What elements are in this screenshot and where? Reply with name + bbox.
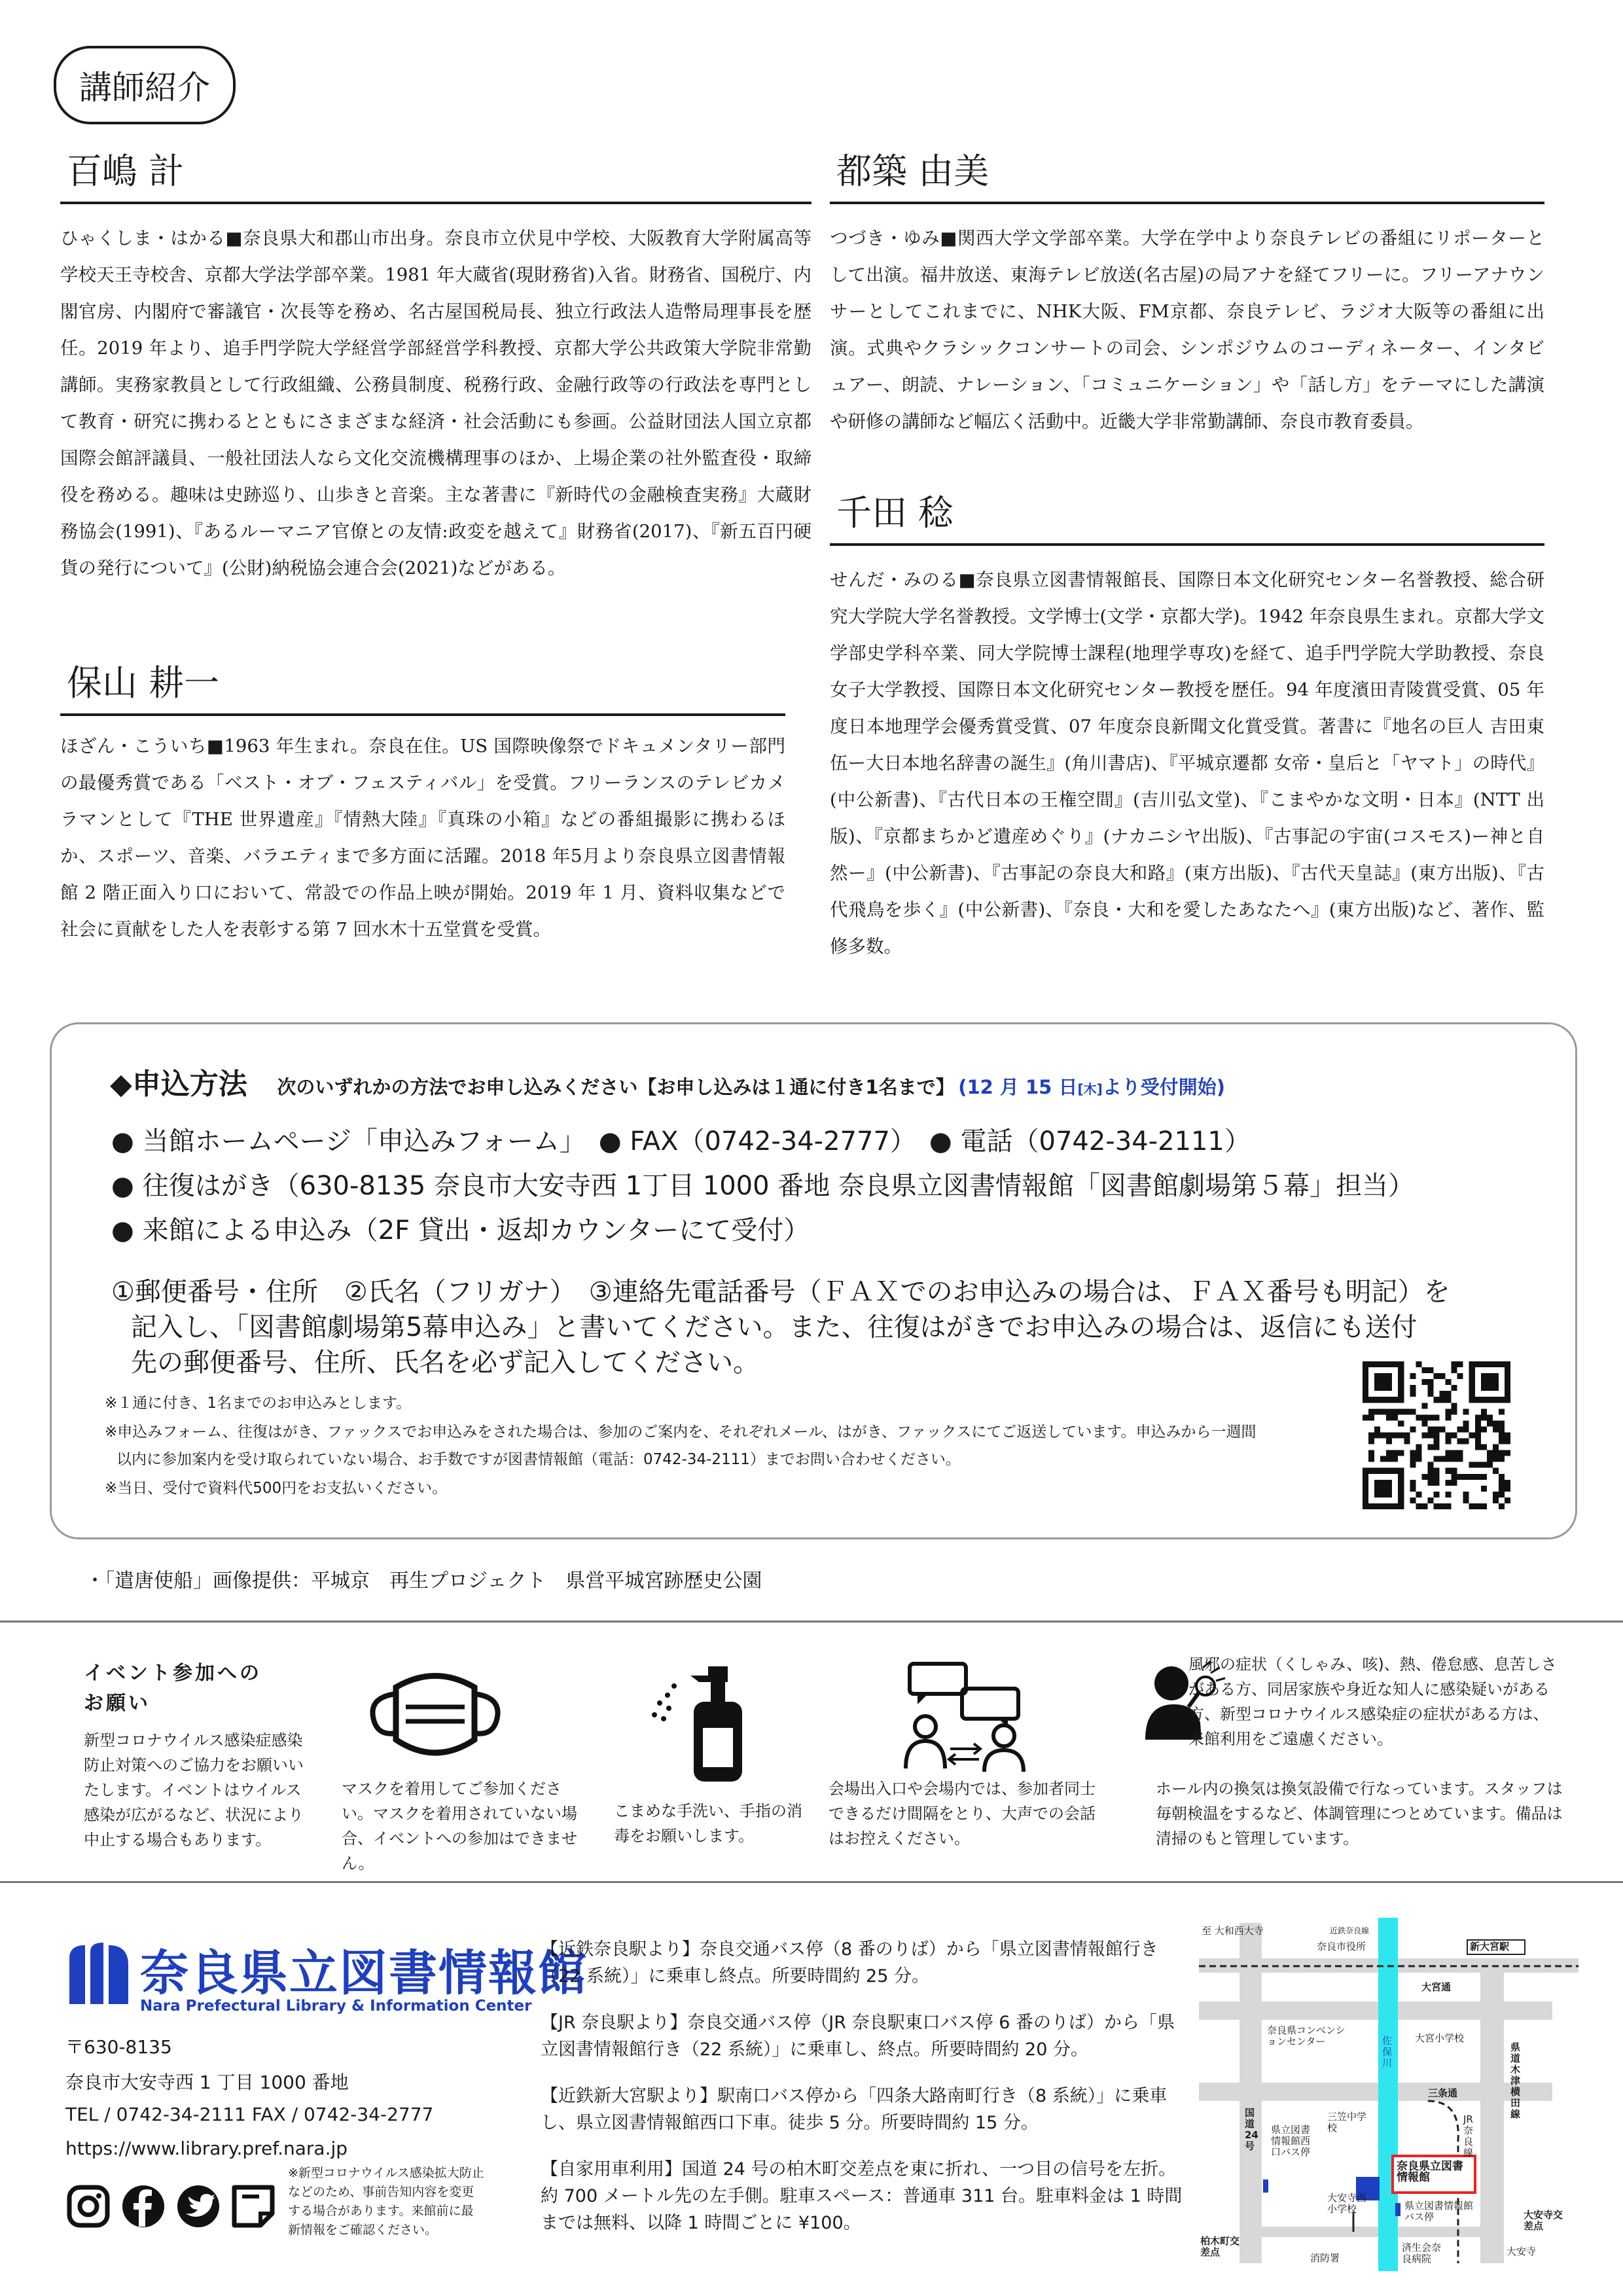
lecturer-name: 千田 稔 [830, 484, 1544, 546]
request-mask: マスクを着用してご参加ください。マスクを着用されていない場合、イベントへの参加はできません。 [342, 1780, 577, 1873]
library-name-ja: 奈良県立図書情報館 [140, 1945, 588, 2001]
event-requests-title-line-2: お願い [84, 1692, 151, 1715]
map-label-bus-stop-west: 県立図書情報館西口バス停 [1271, 2124, 1311, 2158]
map-label-library: 奈良県立図書情報館 [1397, 2160, 1463, 2184]
apply-note-2: ※申込みフォーム、往復はがき、ファックスでお申込みをされた場合は、参加のご案内を、それぞれメール、はがき、ファックスにてご返送しています。申込みから一週間 [105, 1424, 1257, 1441]
map-label-to-yamato: 至 大和西大寺 [1202, 1925, 1264, 1937]
map-label-sajo: 三条通 [1428, 2087, 1458, 2099]
section-title: 講師紹介 [54, 46, 236, 124]
map-label-convention: 奈良県コンベンションセンター [1267, 2024, 1346, 2047]
map-label-kashiwagi: 柏木町交差点 [1200, 2235, 1240, 2258]
apply-fields-line-1: ①郵便番号・住所 ②氏名（フリガナ） ③連絡先電話番号（ＦＡＸでのお申込みの場合は、ＦＡＸ番号も明記）を [111, 1277, 1450, 1307]
map-label-saho: 佐保川 [1382, 2035, 1393, 2069]
event-requests-title-line-1: イベント参加への [84, 1662, 262, 1685]
twitter-icon[interactable] [175, 2183, 221, 2229]
map-label-shin-omiya: 新大宮駅 [1470, 1941, 1510, 1952]
apply-note-1: ※１通に付き、1名までのお申込みとします。 [105, 1395, 412, 1412]
lecturer-name: 百嶋 計 [60, 143, 812, 204]
map-label-daianji-cross: 大安寺交差点 [1524, 2209, 1563, 2232]
library-tel-fax: TEL / 0742-34-2111 FAX / 0742-34-2777 [65, 2104, 434, 2125]
library-url[interactable]: https://www.library.pref.nara.jp [65, 2138, 348, 2159]
instagram-icon[interactable] [65, 2183, 111, 2229]
access-jr-nara: 【JR 奈良駅より】奈良交通バス停（JR 奈良駅東口バス停 6 番のりば）から「県立図書情報館行き（22 系統）」に乗車し、終点。所要時間約 20 分。 [541, 2013, 1175, 2060]
request-distance: 会場出入口や会場内では、参加者同士できるだけ間隔をとり、大声での会話はお控えください。 [829, 1780, 1096, 1848]
lecturer-bio: つづき・ゆみ■関西大学文学部卒業。大学在学中より奈良テレビの番組にリポーターとして出演。福井放送、東海テレビ放送(名古屋)の局アナを経てフリーに。フリーアナウンサーとしてこれまでに、NHK大阪、FM京都、奈良テレビ、ラジオ大阪等の番組に出演。式典やクラシックコンサートの司会、シンポジウムのコーディネーター、インタビュアー、朗読、ナレーション、「コミュニケーション」や「話し方」をテーマにした講演や研修の講師など幅広く活動中。近畿大学非常勤講師、奈良市教育委員。 [830, 228, 1544, 432]
apply-start-weekday: [木] [1077, 1081, 1103, 1097]
lecturer-bio: ほざん・こういち■1963 年生まれ。奈良在住。US 国際映像祭でドキュメンタリー部門の最優秀賞である「ベスト・オブ・フェスティバル」を受賞。フリーランスのテレビカメラマンとして『THE 世界遺産』『情熱大陸』『真珠の小箱』などの番組撮影に携わるほか、スポーツ、音楽、バラエティまで多方面に活躍。2018 年5月より奈良県立図書情報館 2 階正面入り口において、常設での作品上映が開始。2019 年 1 月、資料収集などで社会に貢献をした人を表彰する第 7 回水木十五堂賞を受賞。 [60, 736, 785, 940]
map-label-bus-stop: 県立図書情報館バス停 [1404, 2200, 1474, 2223]
lecturer-name: 都築 由美 [830, 143, 1544, 204]
map-label-hospital: 済生会奈良病院 [1402, 2242, 1442, 2265]
sanitizer-icon [628, 1656, 759, 1787]
map-label-jr-line: JR奈良線 [1463, 2113, 1474, 2159]
apply-fields-line-2: 記入し、「図書館劇場第5幕申込み」と書いてください。また、往復はがきでお申込みの場合は、返信にも送付 [131, 1312, 1418, 1342]
access-map [1199, 1905, 1578, 2271]
map-label-kyoto-pref-road: 県道木津横田線 [1510, 2041, 1521, 2120]
apply-heading-row [110, 1060, 1225, 1102]
map-label-city-hall: 奈良市役所 [1317, 1941, 1366, 1952]
map-label-omiya: 大宮通 [1421, 1981, 1452, 1993]
map-label-waste: 消防署 [1310, 2252, 1340, 2264]
mask-icon [366, 1668, 504, 1766]
apply-heading: ◆申込方法 [110, 1067, 247, 1101]
library-name-en: Nara Prefectural Library & Information Center [140, 1998, 532, 2015]
apply-note-4: ※当日、受付で資料代500円をお支払いください。 [105, 1480, 448, 1497]
event-requests-intro: 新型コロナウイルス感染症感染防止対策へのご協力をお願いいたします。イベントはウイルス感染が広がるなど、状況により中止する場合もあります。 [84, 1731, 304, 1849]
divider-bottom [0, 1881, 1623, 1883]
apply-method-online: ● 当館ホームページ「申込みフォーム」 ● FAX（0742-34-2777） ● 電話（0742-34-2111） [111, 1126, 1251, 1157]
notes-icon[interactable] [230, 2183, 276, 2229]
apply-method-visit: ● 来館による申込み（2F 貸出・返却カウンターにて受付） [111, 1215, 810, 1246]
access-kintetsu-nara: 【近鉄奈良駅より】奈良交通バス停（8 番のりば）から「県立図書情報館行き（22 系統）」に乗車し終点。所要時間約 25 分。 [541, 1939, 1158, 1986]
lecturer-profile-hyakushima [60, 143, 812, 586]
apply-start-date: (12 月 15 日 [958, 1076, 1078, 1098]
lecturer-profile-senda [830, 484, 1544, 965]
access-car: 【自家用車利用】国道 24 号の柏木町交差点を東に折れ、一つ目の信号を左折。約 700 メートル先の左手側。駐車スペース：普通車 311 台。駐車料金は 1 時間までは無料、以降 1 時間ごとに ¥100。 [541, 2159, 1183, 2233]
library-address: 奈良市大安寺西 1 丁目 1000 番地 [65, 2072, 349, 2093]
map-label-sanryo-school: 三笠中学校 [1327, 2111, 1367, 2134]
map-label-route24: 国道24号 [1245, 2107, 1258, 2152]
apply-start-suffix: より受付開始) [1102, 1076, 1225, 1098]
library-postal: 〒630-8135 [65, 2036, 172, 2058]
divider-top [0, 1621, 1623, 1623]
request-hands: こまめな手洗い、手指の消毒をお願いします。 [614, 1802, 802, 1845]
lecturer-profile-tsuzuki [830, 143, 1544, 440]
lecturer-bio: せんだ・みのる■奈良県立図書情報館長、国際日本文化研究センター名誉教授、総合研究大学院大学名誉教授。文学博士(文学・京都大学)。1942 年奈良県生まれ。京都大学文学部史学科卒業、同大学院博士課程(地理学専攻)を経て、追手門学院大学助教授、奈良女子大学教授、国際日本文化研究センター教授を歴任。94 年度濱田青陵賞受賞、05 年度日本地理学会優秀賞受賞、07 年度奈良新聞文化賞受賞。著書に『地名の巨人 吉田東伍ー大日本地名辞書の誕生』(角川書店)、『平城京遷都 女帝・皇后と「ヤマト」の時代』(中公新書)、『古代日本の王権空間』(吉川弘文堂)、『こまやかな文明・日本』(NTT 出版)、『京都まちかど遺産めぐり』(ナカニシヤ出版)、『古事記の宇宙(コスモス)ー神と自然ー』(中公新書)、『古事記の奈良大和路』(東方出版)、『古代天皇誌』(東方出版)、『古代飛鳥を歩く』(中公新書)、『奈良・大和を愛したあなたへ』(東方出版)など、著作、監修多数。 [830, 569, 1544, 957]
map-label-kintetsu: 近鉄奈良線 [1330, 1926, 1370, 1935]
social-links [65, 2183, 281, 2236]
access-shin-omiya: 【近鉄新大宮駅より】駅南口バス停から「四条大路南町行き（8 系統）」に乗車し、県立図書情報館西口下車。徒歩 5 分。所要時間約 15 分。 [541, 2086, 1168, 2133]
access-info [541, 1936, 1188, 2236]
map-label-omiya-school: 大宮小学校 [1415, 2032, 1465, 2044]
request-ventilation: ホール内の換気は換気設備で行なっています。スタッフは毎朝検温をするなど、体調管理につとめています。備品は清掃のもと管理しています。 [1156, 1780, 1563, 1848]
lecturer-name: 保山 耕一 [60, 655, 785, 716]
library-logo-mark [63, 1939, 135, 2011]
covid-notice: ※新型コロナウイルス感染拡大防止などのため、事前告知内容を変更する場合があります。来館前に最新情報をご確認ください。 [288, 2166, 484, 2237]
qr-code[interactable] [1363, 1361, 1510, 1509]
apply-fields-line-3: 先の郵便番号、住所、氏名を必ず記入してください。 [131, 1348, 759, 1378]
apply-note-3: 以内に参加案内を受け取られていない場合、お手数ですが図書情報館（電話：0742-34-2111）までお問い合わせください。 [116, 1451, 961, 1468]
map-label-anji-school: 大安寺西小学校 [1327, 2192, 1367, 2215]
lecturer-bio: ひゃくしま・はかる■奈良県大和郡山市出身。奈良市立伏見中学校、大阪教育大学附属高等学校天王寺校舎、京都大学法学部卒業。1981 年大蔵省(現財務省)入省。財務省、国税庁、内閣官房、内閣府で審議官・次長等を務め、名古屋国税局長、独立行政法人造幣局理事長を歴任。2019 年より、追手門学院大学経営学部経営学科教授、京都大学公共政策大学院非常勤講師。実務家教員として行政組織、公務員制度、税務行政、金融行政等の行政法を専門として教育・研究に携わるとともにさまざまな経済・社会活動にも参画。公益財団法人国立京都国際会館評議員、一般社団法人なら文化交流機構理事のほか、上場企業の社外監査役・取締役を務める。趣味は史跡巡り、山歩きと音楽。主な著書に『新時代の金融検査実務』大蔵財務協会(1991)、『あるルーマニア官僚との友情:政変を越えて』財務省(2017)、『新五百円硬貨の発行について』(公財)納税協会連合会(2021)などがある。 [60, 228, 812, 579]
map-label-daianji: 大安寺 [1507, 2246, 1537, 2257]
image-credit: ・「遣唐使船」画像提供：平城京 再生プロジェクト 県営平城宮跡歴史公園 [85, 1570, 762, 1592]
facebook-icon[interactable] [120, 2183, 166, 2229]
social-distance-icon [897, 1657, 1027, 1775]
request-symptoms: 風邪の症状（くしゃみ、咳)、熱、倦怠感、息苦しさがある方、同居家族や身近な知人に感染疑いがある方、新型コロナウイルス感染症の症状がある方は、来館利用をご遠慮ください。 [1188, 1655, 1557, 1748]
apply-instruction: 次のいずれかの方法でお申し込みください【お申し込みは１通に付き1名まで】 [277, 1076, 955, 1098]
apply-method-postcard: ● 往復はがき（630-8135 奈良市大安寺西 1丁目 1000 番地 奈良県立図書情報館「図書館劇場第５幕」担当） [111, 1171, 1415, 1201]
event-requests-title [84, 1659, 262, 1719]
lecturer-profile-hozan [60, 655, 785, 948]
